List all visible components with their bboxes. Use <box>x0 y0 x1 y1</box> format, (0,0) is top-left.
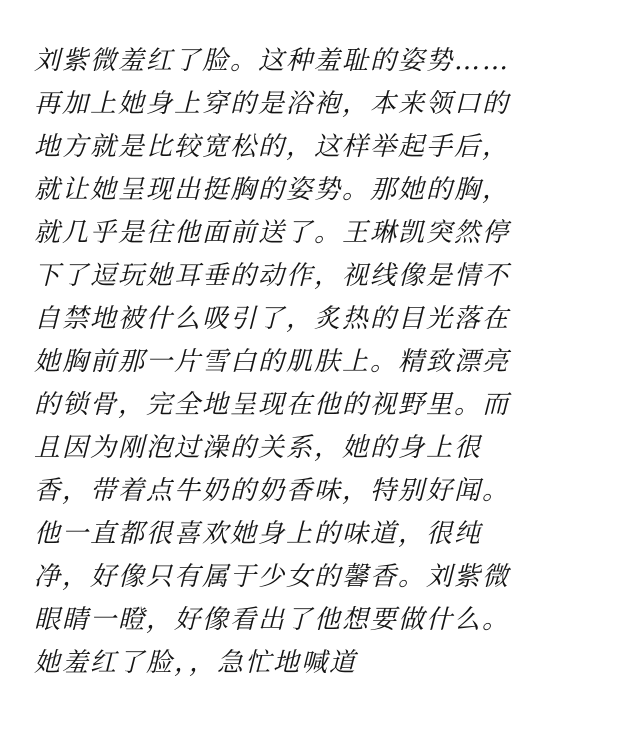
text-line: 她羞红了脸，，急忙地喊道 <box>34 648 358 678</box>
text-line: 再加上她身上穿的是浴袍，本来领口的 <box>34 89 511 119</box>
text-line: 且因为刚泡过澡的关系，她的身上很 <box>34 433 483 463</box>
text-line: 她胸前那一片雪白的肌肤上。精致漂亮 <box>34 347 511 377</box>
text-line: 自禁地被什么吸引了，炙热的目光落在 <box>34 304 511 334</box>
handwritten-text-block <box>34 40 614 685</box>
text-line: 净，好像只有属于少女的馨香。刘紫微 <box>34 562 511 592</box>
text-line: 他一直都很喜欢她身上的味道，很纯 <box>34 519 483 549</box>
text-line: 就让她呈现出挺胸的姿势。那她的胸， <box>34 175 511 205</box>
text-line: 下了逗玩她耳垂的动作，视线像是情不 <box>34 261 511 291</box>
text-line: 眼睛一瞪，好像看出了他想要做什么。 <box>34 605 511 635</box>
text-line: 香，带着点牛奶的奶香味，特别好闻。 <box>34 476 511 506</box>
text-line: 就几乎是往他面前送了。王琳凯突然停 <box>34 218 511 248</box>
text-line: 地方就是比较宽松的，这样举起手后， <box>34 132 511 162</box>
text-line: 的锁骨，完全地呈现在他的视野里。而 <box>34 390 511 420</box>
text-line: 刘紫微羞红了脸。这种羞耻的姿势…… <box>34 46 511 76</box>
